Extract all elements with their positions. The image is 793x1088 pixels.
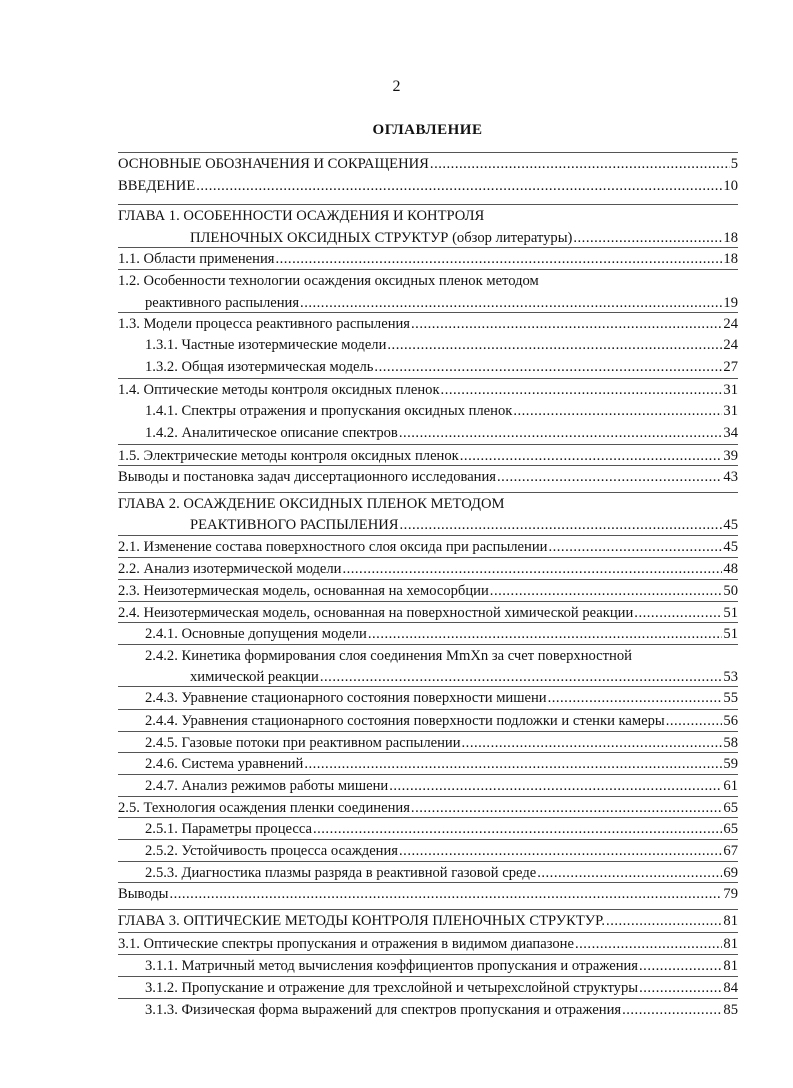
toc-line: 1.3.2. Общая изотермическая модель ..... 27	[118, 356, 738, 378]
toc-line: 2.1. Изменение состава поверхностного слоя оксида при распылении ..... 45	[118, 535, 738, 558]
toc-line: 2.5. Технология осаждения пленки соединения ..... 65	[118, 796, 738, 819]
toc-line: 1.5. Электрические методы контроля оксидных пленок ..... 39	[118, 444, 738, 467]
toc-line: 1.3.1. Частные изотермические модели ..... 24	[118, 334, 738, 356]
toc-line: 2.4. Неизотермическая модель, основанная на поверхностной химической реакции ..... 51	[118, 601, 738, 624]
toc-chapter-line: ГЛАВА 3. ОПТИЧЕСКИЕ МЕТОДЫ КОНТРОЛЯ ПЛЕНОЧНЫХ СТРУКТУР. ..... 81	[118, 909, 738, 932]
toc-line: 3.1.2. Пропускание и отражение для трехслойной и четырехслойной структуры ..... 84	[118, 976, 738, 999]
toc-line: 2.3. Неизотермическая модель, основанная на хемосорбции ..... 50	[118, 579, 738, 602]
toc-line: 2.4.2. Кинетика формирования слоя соединения MmXn за счет поверхностной	[118, 644, 738, 667]
toc-line: 2.4.1. Основные допущения модели ..... 51	[118, 622, 738, 645]
toc-line: Выводы и постановка задач диссертационного исследования ..... 43	[118, 465, 738, 488]
toc-line: 2.2. Анализ изотермической модели ..... 48	[118, 557, 738, 580]
toc-line: РЕАКТИВНОГО РАСПЫЛЕНИЯ ..... 45	[118, 514, 738, 536]
toc-line: ПЛЕНОЧНЫХ ОКСИДНЫХ СТРУКТУР (обзор литературы) ..... 18	[118, 227, 738, 249]
toc-line: Выводы ..... 79	[118, 882, 738, 905]
toc-line: 2.4.3. Уравнение стационарного состояния поверхности мишени ..... 55	[118, 686, 738, 709]
toc-line: 3.1. Оптические спектры пропускания и отражения в видимом диапазоне ..... 81	[118, 932, 738, 955]
page-number: 2	[392, 78, 401, 95]
toc-line: 2.4.5. Газовые потоки при реактивном распылении ..... 58	[118, 731, 738, 754]
toc-line: реактивного распыления ..... 19	[118, 292, 738, 314]
toc-line: 1.1. Области применения ..... 18	[118, 247, 738, 270]
toc-line: химической реакции ..... 53	[118, 666, 738, 688]
toc-chapter-line: ГЛАВА 1. ОСОБЕННОСТИ ОСАЖДЕНИЯ И КОНТРОЛЯ	[118, 204, 738, 227]
toc-heading: ОГЛАВЛЕНИЕ	[372, 122, 483, 138]
toc-line: 2.4.6. Система уравнений ..... 59	[118, 752, 738, 775]
toc-line: 2.5.2. Устойчивость процесса осаждения ..... 67	[118, 839, 738, 862]
toc-line: 3.1.3. Физическая форма выражений для спектров пропускания и отражения ..... 85	[118, 998, 738, 1021]
toc-line: 3.1.1. Матричный метод вычисления коэффициентов пропускания и отражения ..... 81	[118, 954, 738, 977]
toc-line: ВВЕДЕНИЕ ..... 10	[118, 175, 738, 197]
toc-line: 2.5.3. Диагностика плазмы разряда в реактивной газовой среде ..... 69	[118, 861, 738, 884]
toc-line: 1.2. Особенности технологии осаждения оксидных пленок методом	[118, 269, 738, 292]
toc-line: 2.4.4. Уравнения стационарного состояния поверхности подложки и стенки камеры ..... 56	[118, 709, 738, 732]
toc-chapter-line: ГЛАВА 2. ОСАЖДЕНИЕ ОКСИДНЫХ ПЛЕНОК МЕТОДОМ	[118, 492, 738, 515]
toc-line: ОСНОВНЫЕ ОБОЗНАЧЕНИЯ И СОКРАЩЕНИЯ ..... 5	[118, 152, 738, 175]
toc-line: 2.4.7. Анализ режимов работы мишени ..... 61	[118, 774, 738, 797]
toc-line: 1.4. Оптические методы контроля оксидных пленок ..... 31	[118, 378, 738, 401]
toc-line: 1.3. Модели процесса реактивного распыления ..... 24	[118, 312, 738, 335]
toc-line: 1.4.2. Аналитическое описание спектров ..... 34	[118, 422, 738, 444]
toc-line: 2.5.1. Параметры процесса ..... 65	[118, 817, 738, 840]
toc-line: 1.4.1. Спектры отражения и пропускания оксидных пленок ..... 31	[118, 400, 738, 422]
